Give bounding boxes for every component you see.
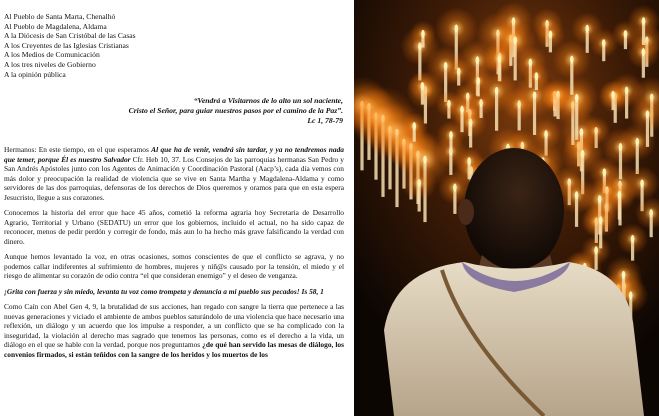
paragraph — [4, 145, 344, 202]
photo-scene — [354, 0, 659, 416]
paragraph: Conocemos la historia del error que hace 45 años, cometió la reforma agraria hoy Secretaria de Desarrollo Agrario, Territorial y Urbano (SEDATU) un error que los gobiernos, incluido el actual, no ha sido capaz de reconocer, menos de pedir perdón y corregir de fondo, más aun lo ha hecho más grave falsificando la verdad con dinero. — [4, 208, 344, 246]
child-ear — [458, 199, 474, 225]
emphasis-text: Al que ha de venir, vendrá sin tardar, y ya no tendremos nada que temer, porque Él es nuestro Salvador — [4, 145, 344, 164]
address-list — [4, 12, 136, 79]
quote-reference: Lc 1, 78-79 — [307, 116, 343, 125]
epigraph-quote — [83, 96, 343, 126]
paragraph-text: Hermanos: En este tiempo, en el que esperamos — [4, 145, 152, 154]
address-line: Al Pueblo de Santa Marta, Chenalhó — [4, 12, 116, 21]
address-line: A los Medios de Comunicación — [4, 50, 100, 60]
candle-vigil-photo — [354, 0, 659, 416]
address-line: A los tres niveles de Gobierno — [4, 59, 96, 69]
quote-line: “Vendrá a Visitarnos de lo alto un sol naciente, — [193, 96, 343, 105]
paragraph-text: Como Caín con Abel Gen 4, 9, la brutalidad de sus acciones, han regado con sangre la tierra que pertenece a las nuevas generaciones y viciado el ambiente de ambos pueblos saturándolo de una violencia que hace necesario una reflexión, un diálogo y un acuerdo que los impulse a responder, a un conflicto que se ha complicado con la inseguridad, la violación al derecho mas sagrado que tenemos las personas, como es el derecho a la vida, un diálogo en el que se hable con la verdad, porque nos preguntamos — [4, 302, 344, 349]
paragraph — [4, 302, 344, 359]
paragraph-text: Cfr. Heb 10, 37. Los Consejos de las parroquias hermanas San Pedro y San Andrés Apóstoles junto con los Agentes de Animación y Coordinación Pastoral (Aacp’s), cada día vemos con más dolor y preocupación la realidad de violencia que se vive en Santa Martha y Magdalena-Aldama y como servidores de las dos parroquias, defensoras de los derechos de Dios queremos y oramos para que en esta espera Jesucristo, llegue a sus corazones. — [4, 154, 344, 202]
address-line: A los Creyentes de las Iglesias Cristianas — [4, 40, 129, 50]
child-head — [464, 148, 564, 272]
quote-line: Cristo el Señor, para guiar nuestros pasos por el camino de la Paz”. — [128, 106, 343, 115]
address-line: A la Diócesis de San Cristóbal de las Casas — [4, 31, 136, 41]
paragraph: Aunque hemos levantado la voz, en otras ocasiones, somos conscientes de que el conflicto se agrava, y no podemos callar indiferentes al sufrimiento de hombres, mujeres y niñ@s causado por la tensión, el miedo y el riesgo de alimentar su corazón de odio contra “el que consideran enemigo” y el deseo de venganza. — [4, 252, 344, 280]
address-line: A la opinión pública — [4, 69, 66, 79]
letter-body — [4, 145, 344, 365]
address-line: Al Pueblo de Magdalena, Aldama — [4, 21, 107, 31]
scripture-callout: ¡Grita con fuerza y sin miedo, levanta tu voz como trompeta y denuncia a mi pueblo sus pecados! Is 58, 1 — [4, 286, 324, 296]
emphasis-text: ¿de qué han servido las mesas de diálogo, los convenios firmados, si están teñidos con la sangre de los heridos y los muertos de los — [4, 340, 344, 359]
